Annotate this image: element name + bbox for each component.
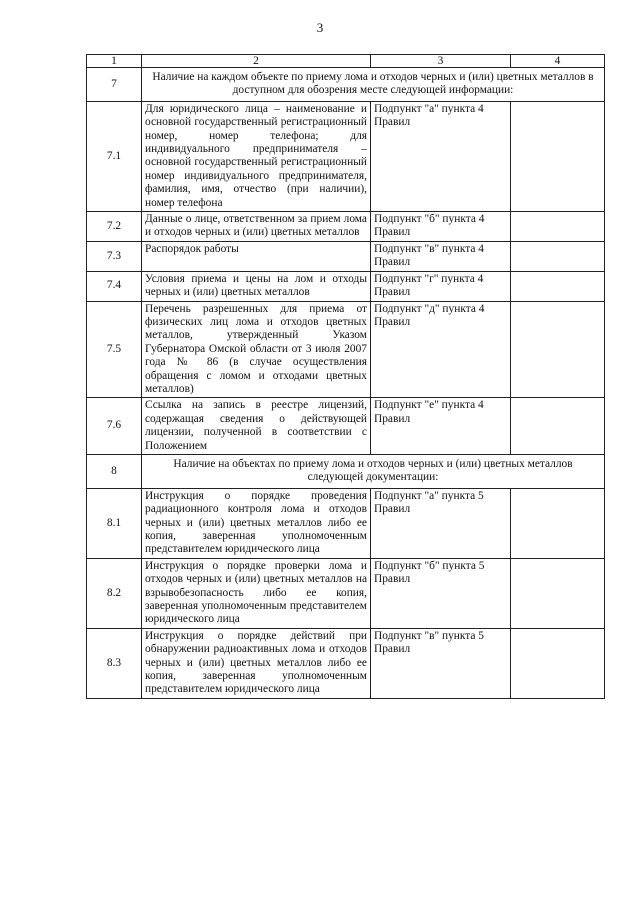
requirement-text: Инструкция о порядке действий при обнаружении радиоактивных лома и отходов черных и (или) цветных металлов либо ее копия, заверенная уполномоченным представителем юридического лица (142, 628, 371, 698)
legal-reference: Подпункт "б" пункта 4 Правил (371, 212, 511, 242)
table-body (87, 68, 605, 699)
legal-reference: Подпункт "в" пункта 4 Правил (371, 241, 511, 271)
row-number: 7.3 (87, 241, 142, 271)
table-row (87, 241, 605, 271)
row-number: 8.2 (87, 558, 142, 628)
table-row (87, 628, 605, 698)
table-row (87, 101, 605, 211)
table-row (87, 488, 605, 558)
row-number: 8.1 (87, 488, 142, 558)
section-row (87, 454, 605, 488)
column-4-cell (511, 398, 605, 455)
table-header-row (87, 55, 605, 68)
requirement-text: Данные о лице, ответственном за прием лома и отходов черных и (или) цветных металлов (142, 212, 371, 242)
column-4-cell (511, 488, 605, 558)
legal-reference: Подпункт "б" пункта 5 Правил (371, 558, 511, 628)
row-number: 7.5 (87, 301, 142, 398)
section-row (87, 68, 605, 102)
table-row (87, 212, 605, 242)
column-4-cell (511, 271, 605, 301)
table-row (87, 558, 605, 628)
column-4-cell (511, 212, 605, 242)
table-row (87, 271, 605, 301)
section-heading: Наличие на объектах по приему лома и отходов черных и (или) цветных металлов следующей документации: (142, 454, 605, 488)
column-header: 4 (511, 55, 605, 68)
page-number: 3 (316, 20, 324, 35)
legal-reference: Подпункт "е" пункта 4 Правил (371, 398, 511, 455)
row-number: 7.6 (87, 398, 142, 455)
table-row (87, 398, 605, 455)
column-header: 3 (371, 55, 511, 68)
column-header: 1 (87, 55, 142, 68)
requirement-text: Условия приема и цены на лом и отходы черных и (или) цветных металлов (142, 271, 371, 301)
row-number: 7.2 (87, 212, 142, 242)
column-4-cell (511, 558, 605, 628)
legal-reference: Подпункт "в" пункта 5 Правил (371, 628, 511, 698)
requirement-text: Инструкция о порядке проведения радиационного контроля лома и отходов черных и (или) цветных металлов либо ее копия, заверенная уполномоченным представителем юридического лица (142, 488, 371, 558)
requirement-text: Перечень разрешенных для приема от физических лиц лома и отходов цветных металлов, утвержденный Указом Губернатора Омской области от 3 июля 2007 года № 86 (в случае осуществления обращения с ломом и отходами цветных металлов) (142, 301, 371, 398)
table-row (87, 301, 605, 398)
column-4-cell (511, 241, 605, 271)
requirement-text: Распорядок работы (142, 241, 371, 271)
requirement-text: Для юридического лица – наименование и основной государственный регистрационный номер, номер телефона; для индивидуального предпринимателя – основной государственный регистрационный номер индивидуального предпринимателя, фамилия, имя, отчество (при наличии), номер телефона (142, 101, 371, 211)
column-header: 2 (142, 55, 371, 68)
column-4-cell (511, 301, 605, 398)
row-number: 8 (87, 454, 142, 488)
section-heading: Наличие на каждом объекте по приему лома и отходов черных и (или) цветных металлов в доступном для обозрения месте следующей информации: (142, 68, 605, 102)
row-number: 7 (87, 68, 142, 102)
requirements-table (86, 54, 605, 699)
row-number: 8.3 (87, 628, 142, 698)
column-4-cell (511, 101, 605, 211)
legal-reference: Подпункт "г" пункта 4 Правил (371, 271, 511, 301)
requirement-text: Ссылка на запись в реестре лицензий, содержащая сведения о действующей лицензии, полученной в соответствии с Положением (142, 398, 371, 455)
legal-reference: Подпункт "а" пункта 4 Правил (371, 101, 511, 211)
legal-reference: Подпункт "д" пункта 4 Правил (371, 301, 511, 398)
row-number: 7.1 (87, 101, 142, 211)
column-4-cell (511, 628, 605, 698)
legal-reference: Подпункт "а" пункта 5 Правил (371, 488, 511, 558)
row-number: 7.4 (87, 271, 142, 301)
requirement-text: Инструкция о порядке проверки лома и отходов черных и (или) цветных металлов на взрывобезопасность либо ее копия, заверенная уполномоченным представителем юридического лица (142, 558, 371, 628)
